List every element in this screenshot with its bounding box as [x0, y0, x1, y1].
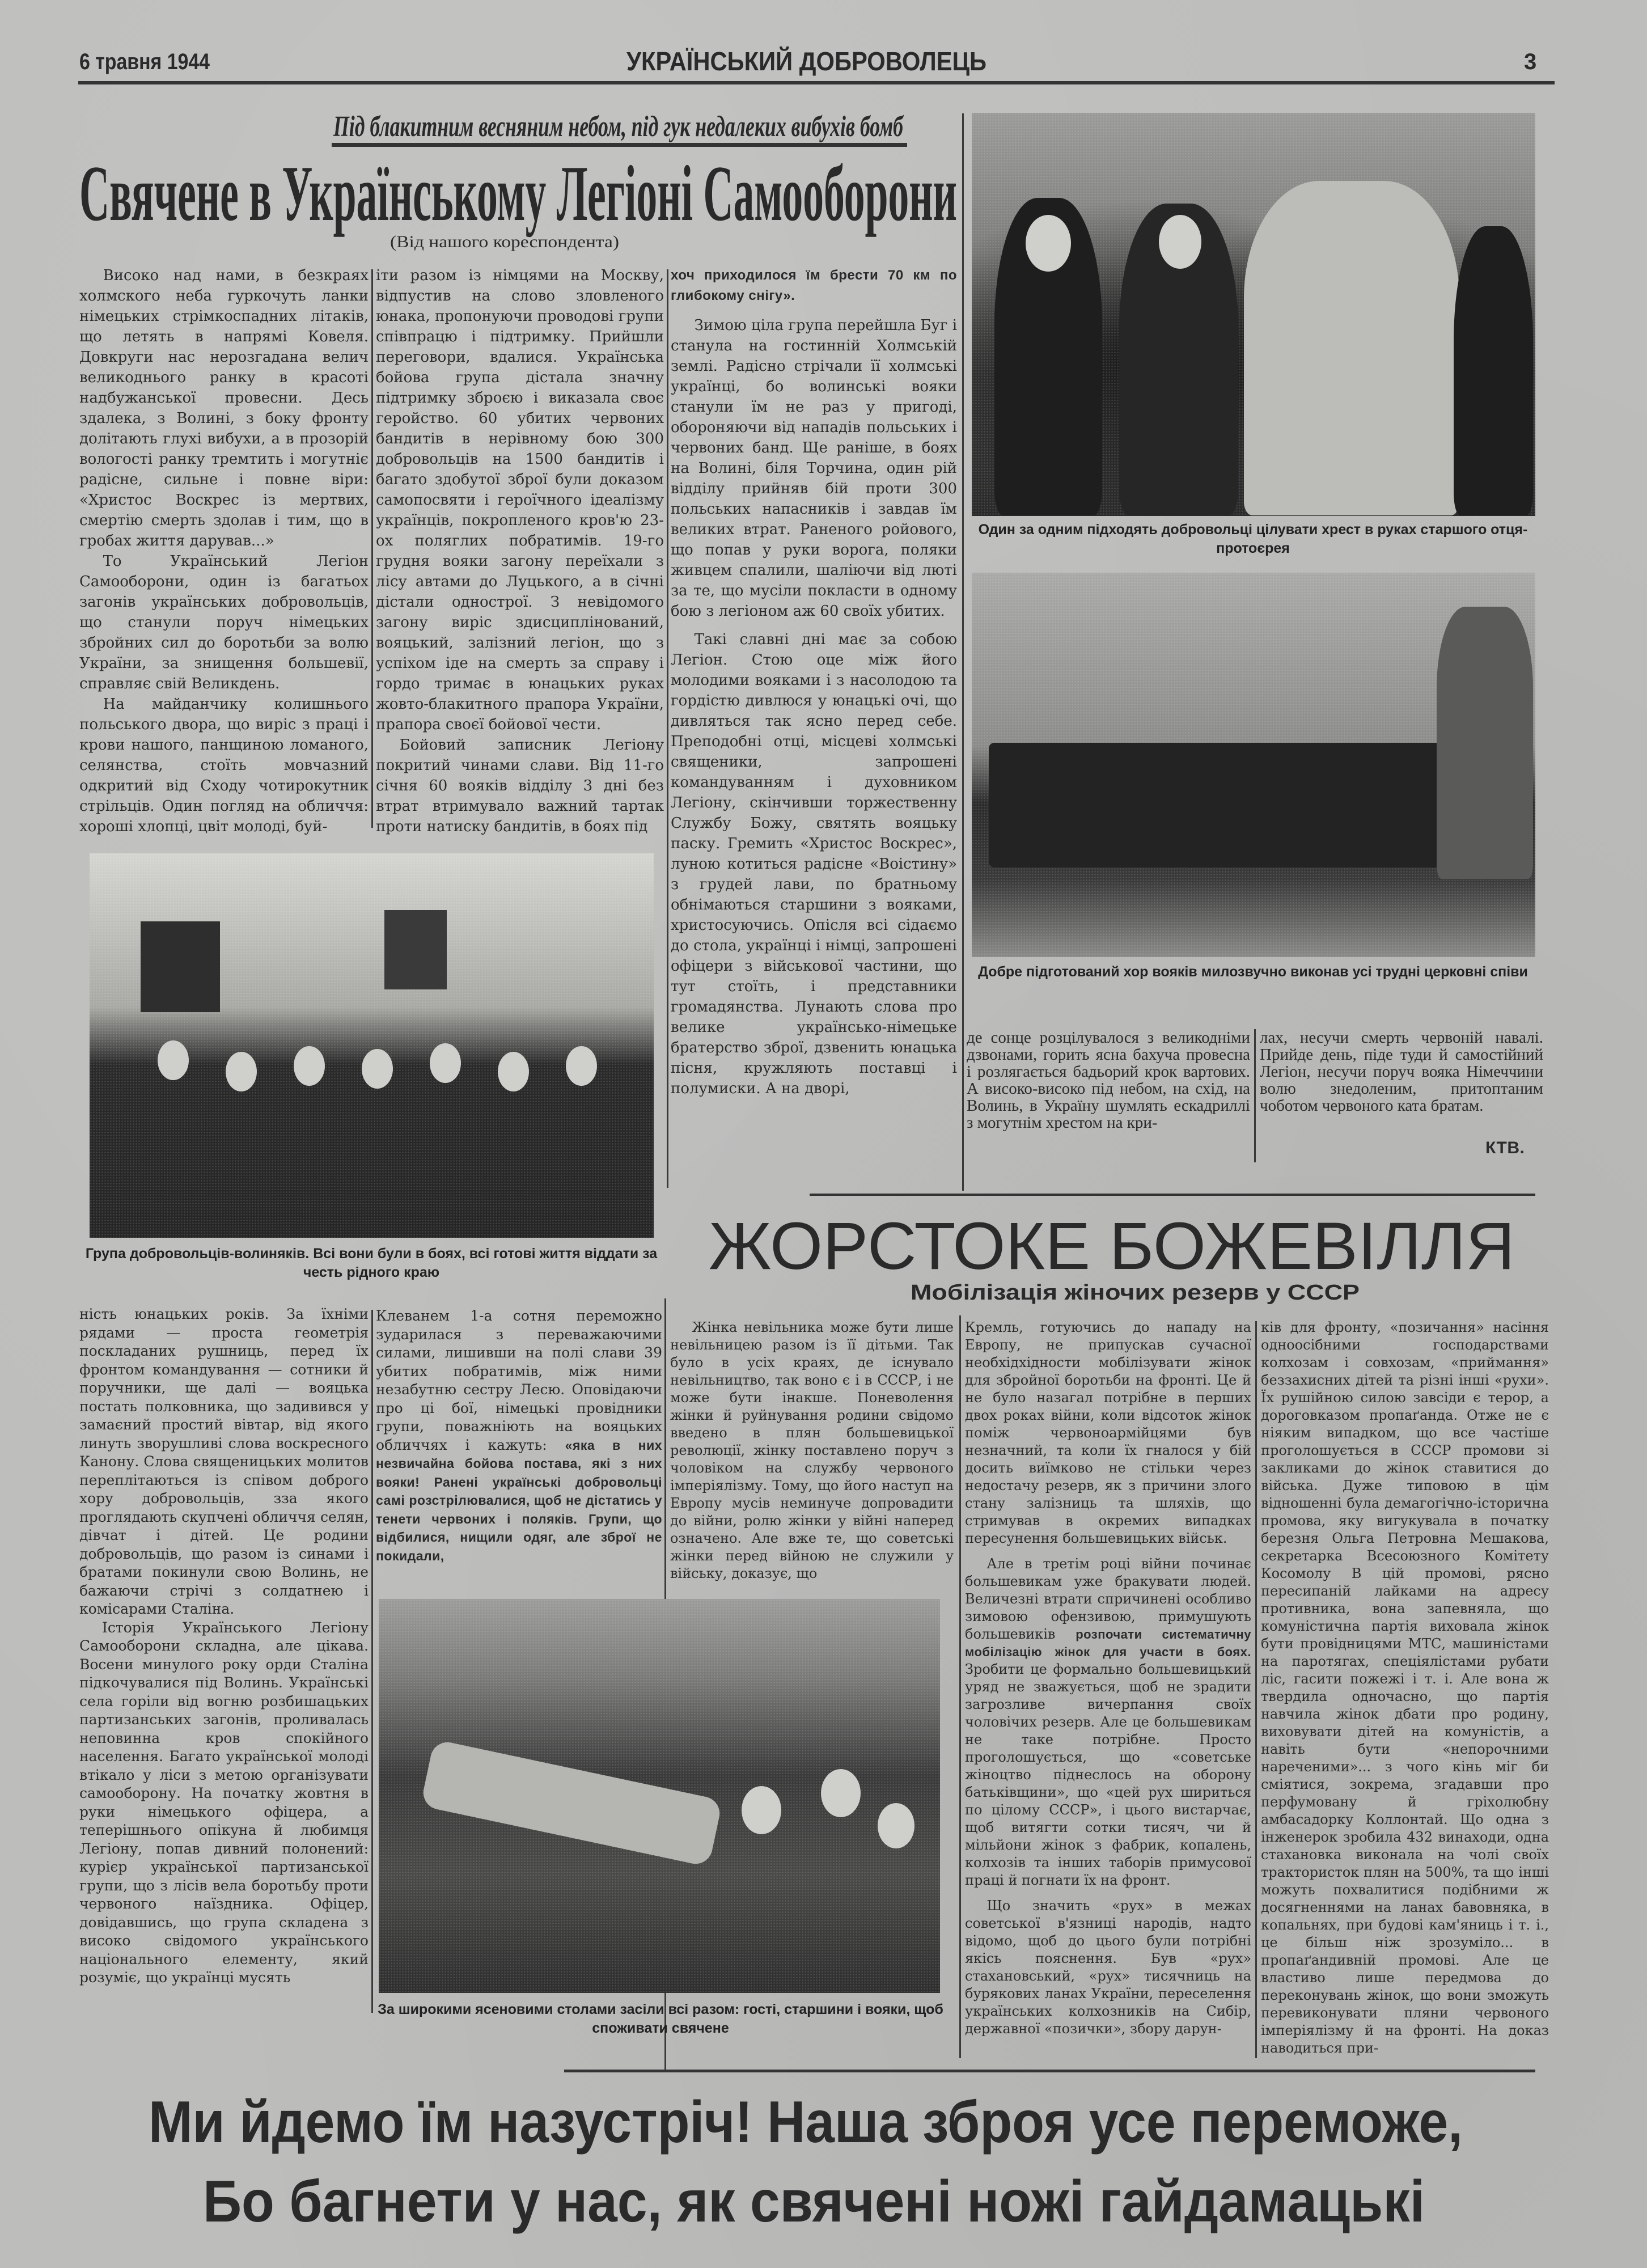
paragraph: Зимою ціла група перейшла Буг і станула на гостинній Холмській землі. Радісно стрічали її холмські українці, бо волинські вояки станули їм не раз у пригоді, обороняючи від нападів польських і червоних банд. Ще раніше, в боях на Волині, біля Торчина, один рій відділу прийняв бій проти 300 польських напасників і завдав їм великих втрат. Раненого ройового, що попав у руки ворога, поляки живцем спалили, шаліючи від люті за те, що мусіли покласти в одному бою з легіоном аж 60 своїх убитих. — [671, 317, 958, 620]
paragraph: Жінка невільника може бути лише невільницею разом із її дітьми. Так було в усіх краях, де існувало невільництво, так воно є і в СССР, і не може бути інакше. Поневолення жінки й руйнування родини свідомо введено в плян большевицької революції, жінку поставлено поруч з чоловіком на службу червоного імперіялізму. Тому, що його наступ на Европу мусів неминуче допровадити до війни, ролю жінки у війні наперед означено. Але вже те, що советські жінки перед війною не служили у війську, доказує, що — [670, 1319, 954, 1581]
article1-column-4 — [967, 1029, 1250, 1168]
article1-column-2 — [376, 265, 664, 835]
article2-subtitle: Мобілізація жіночих резерв у СССР — [911, 1281, 1360, 1305]
column-divider — [959, 1315, 961, 2058]
slogan — [0, 2087, 1647, 2234]
paragraph-text: Але в третім році війни починає большевикам уже бракувати людей. Величезні втрати спричинені особливо зимовою офензивою, примушують большевиків — [965, 1556, 1251, 1642]
caption-photo-tables: За широкими ясеновими столами засіли всі разом: гості, старшини і вояки, щоб споживати свячене — [378, 2002, 943, 2036]
column-divider — [1255, 1321, 1257, 2058]
author-signature: КТВ. — [1485, 1139, 1525, 1157]
paragraph: Такі славні дні має за собою Легіон. Стою оце між його молодими вояками і з насолодою та гордістю дивлюся у юнацькі очі, що дивляться так ясно перед себе. Преподобні отці, місцеві холмські священики, запрошені командуванням і духовником Легіону, скінчивши торжественну Службу Божу, святять вояцьку паску. Гремить «Христос Воскрес», луною котиться радісне «Воістину» з грудей лави, по братньому обнімаються старшини з вояками, христосуючись. Опісля всі сідаємо до стола, українці і німці, запрошені офіцери з військової частини, що тут стоїть, і представники громадянства. Лунають слова про велике українсько-німецьке братерство зброї, дзвенить юнацька пісня, кружляють поставці і полумиски. А на дворі, — [671, 631, 957, 1097]
article2-headline: ЖОРСТОКЕ БОЖЕВІЛЛЯ — [709, 1209, 1515, 1284]
byline-wrap — [0, 227, 964, 261]
article2-heading — [680, 1202, 1542, 1310]
paragraph-text: Клеванем 1-а сотня переможно зударилася з переважаючими силами, лишивши на полі слави 39 убитих побратимів, між ними незабутню сестру Лесю. Оповідаючи про ці бої, німецькі провідники групи, поважніють на вояцьких обличчях і кажуть: — [376, 1308, 662, 1453]
article1-column-5 — [1260, 1029, 1543, 1137]
article1-byline: (Від нашого кореспондента) — [390, 232, 619, 251]
paragraph: ність юнацьких років. За їхніми рядами — проста геометрія поскладаних рушниць, перед їх фронтом командування — сотники й поручники, ще далі — вояцька постать полковника, що задивився у замаєний простий вівтар, від якого линуть зворушливі слова воскресного Канону. Слова священицьких молитов переплітаються із співом доброго хору добровольців, зза якого проглядають скупчені обличчя селян, дівчат і дітей. Це родини добровольців, що разом із синами і братами покинули свою Волинь, не бажаючи стрічі з солдатнею і комісарами Сталіна. — [79, 1306, 369, 1617]
photo-cross-kissing — [972, 113, 1535, 516]
article1-continued-column-b — [376, 1307, 662, 1586]
bold-quote: хоч приходилося їм брести 70 км по глибокому снігу». — [671, 268, 957, 303]
masthead-rule — [78, 81, 1555, 84]
column-divider — [371, 1310, 373, 2013]
column-divider — [962, 113, 964, 1191]
masthead — [0, 0, 1647, 91]
paragraph: Історія Українського Легіону Самооборони складна, але цікава. Восени минулого року орди Сталіна підкочувалися під Волинь. Українські села горіли від вогню розбишацьких партизанських загонів, проливалась неповинна кров спокійного населення. Багато української молоді втікало у ліси з метою організувати самооборону. На початку жовтня в руки німецького офіцера, а теперішнього опікуна й любимця Легіону, попав дивний полонений: курієр української партизанської групи, що з лісів вела боротьбу проти червоного наїздника. Офіцер, довідавшись, що група складена з високо свідомого українського національного елементу, який розуміє, що українці мусять — [79, 1619, 369, 1986]
column-divider — [667, 269, 668, 1188]
article1-column-1 — [79, 265, 369, 835]
section-rule — [810, 1194, 1535, 1196]
column-divider — [371, 269, 373, 828]
paragraph: Кремль, готуючись до нападу на Европу, не припускав сучасної необхідхідности мобілізувати жінок для збройної боротьби на фронті. Це й не було назагал потрібне в перших двох роках війни, коли відсоток жінок поміж червоноармійцями був незначний, та коли їх гналося у бій досить виїмково не стільки через недостачу резерв, як з причини злого стану залізниць та шляхів, що стримував в окремих випадках пересунення большевицьких військ. — [965, 1319, 1251, 1546]
paragraph: То Український Легіон Самооборони, один із багатьох загонів українських добровольців, що станули поруч німецьких збройних сил до боротьби за волю України, за знищення большевії, справляє свій Великдень. — [79, 553, 369, 692]
paragraph: Високо над нами, в безкраях холмского неба гуркочуть ланки німецьких стрімкоспадних літаків, що летять в напрямі Ковеля. Довкруги нас нерозгадана велич великоднього ранку в красоті надбужанської провесни. Десь здалека, з Волині, з боку фронту долітають глухі вибухи, а в прозорій вологості ранку тремтить і могутніє радісне, сильне і повне віри: «Христос Воскрес із мертвих, смертію смерть здолав і тим, що в гробах життя дарував...» — [79, 267, 369, 549]
photo-easter-tables — [379, 1599, 940, 1993]
bottom-rule — [564, 2070, 1535, 2072]
slogan-line-1: Ми йдемо їм назустріч! Наша зброя усе переможе, — [149, 2089, 1463, 2155]
article2-column-3 — [1261, 1319, 1549, 2056]
paragraph: Бойовий записник Легіону покритий чинами слави. Від 11-го січня 60 вояків відділу 3 дні без втрат втримувало важний тартак проти натиску бандитів, в боях під — [376, 737, 664, 835]
article1-column-3 — [671, 265, 957, 1187]
paragraph: лах, несучи смерть червоній навалі. Прийде день, піде туди й самостійний Легіон, несучи поруч вояка Німеччини волю знедоленим, притоптаним чоботом червоного ката братам. — [1260, 1029, 1543, 1115]
slogan-line-2: Бо багнети у нас, як свячені ножі гайдамацькі — [203, 2169, 1425, 2235]
article1-headline: Свячене в Українському Легіоні Самооборони — [79, 150, 957, 238]
paragraph: ків для фронту, «позичання» насіння одноосібними господарствами колхозам і совхозам, «приймання» беззахисних дітей та різні інші «рухи». Їх рушійною силою завсіди є терор, а дороговказом пропаґанда. Отже не є ніяким випадком, що все частіше проголошується в СССР промови зі закликами до жінок ставитися до війська. Дуже типовою в цім відношенні була демагогічно-історична промова, яку вигукувала в початку березня Ольга Петровна Мешакова, секретарка Всесоюзного Комітету Косомолу В цій промові, рясно пересипаній лайками на адресу противника, вона запевняла, що комуністична партія виховала жінок бути провідницями МТС, машиністами на паротягах, спеціялістами рубати ліс, гасити пожежі і т. і. Але вона ж твердила одночасно, що партія навчила жінок дбати про родину, виховувати дітей на комуністів, а навіть бути «непорочними нареченими»... з чого кінь міг би сміятися, зокрема, згадавши про перфумовану й гріхолюбну амбасадорку Коллонтай. Що одна з інженерок зробила 432 винаходи, одна стахановка виконала на чолі своїх трактористок плян на 500%, та що інші можуть похвалитися подібними ж досягненнями на ланах бавовняка, в копальнях, при будові кам'яниць і т. і., це більш ніж зрозуміло... в пропаґандивній промові. Але це властиво лише передмова до переконувань жінок, що вони зможуть перевиконувати пляни червоного імперіялізму й на фронті. На доказ наводиться при- — [1261, 1319, 1549, 2056]
newspaper-title: УКРАЇНСЬКИЙ ДОБРОВОЛЕЦЬ — [626, 46, 986, 76]
article1-continued-column-a — [79, 1305, 369, 2011]
caption-photo-choir: Добре підготований хор вояків милозвучно виконав усі трудні церковні співи — [978, 964, 1528, 980]
article2-column-2 — [965, 1319, 1251, 2051]
issue-date: 6 травня 1944 — [79, 49, 210, 74]
paragraph: іти разом із німцями на Москву, відпустив на слово зловленого юнака, пропонуючи проводові групи співпрацю і підтримку. Прийшли переговори, вдалися. Українська бойова група дістала значну підтримку зброєю і виказала своє геройство. 60 убитих червоних бандитів в нерівному бою 300 добровольців на 1500 бандитів і багато здобутої зброї були доказом самопосвяти і героїчного ідеалізму українців, покропленого кров'ю 23-ох поляглих побратимів. 19-го грудня вояки загону переїхали з лісу автами до Луцького, а в січні дістали однострої. З невідомого загону виріс здисциплінований, вояцький, залізний легіон, що з успіхом іде на смерть за справу і гордо тримає в юнацьких руках жовто-блакитного прапора України, прапора своєї бойової чести. — [376, 267, 664, 733]
article1-kicker: Під блакитним весняним небом, під гук недалеких вибухів бомб — [333, 111, 904, 143]
photo-volunteer-group — [90, 853, 654, 1238]
page-number: 3 — [1524, 49, 1537, 74]
paragraph: На майданчику колишнього польського двора, що виріс з праці і крови нашого, панщиною ломаного, селянства, стоїть мовчазний одкритий від Сходу чотирокутник стрільців. Один погляд на обличчя: хороші хлопці, цвіт молоді, буй- — [79, 696, 369, 835]
kicker-underline — [332, 143, 907, 147]
bold-emphasis: розпочати систематичну мобілізацію жінок для участи в боях. — [965, 1627, 1251, 1659]
paragraph: Що значить «рух» в межах советської в'язниці народів, надто відомо, щоб до цього були потрібні якісь пояснення. Був «рух» стахановський, «рух» тисячниць на бурякових ланах України, переселення українських колхозників на Сибір, державної «позички», збору дарун- — [965, 1898, 1251, 2037]
article2-column-1 — [670, 1319, 954, 1588]
caption-photo-cross: Один за одним підходять добровольці цілувати хрест в руках старшого отця-протоєрея — [978, 522, 1528, 556]
bold-quote: «яка в них незвичайна бойова постава, які з них вояки! Ранені українські добровольці самі розстрілювалися, щоб не дістатись у тенети червоних і поляків. Групи, що відбилися, нищили одяг, але зброї не покидали, — [376, 1437, 663, 1563]
caption-photo-group: Група добровольців-волиняків. Всі вони були в боях, всі готові життя віддати за честь рідного краю — [85, 1246, 658, 1280]
column-divider — [1254, 1029, 1256, 1162]
paragraph-text: Зробити це формально большевицький уряд не зважується, щоб не зрадити загрозливе вичерпання своїх чоловічих резерв. Але це большевикам не таке потрібне. Просто проголошується, що «советське жіноцтво піднеслось на оборону батьківщини», що «цей рух шириться по цілому СССР», і цього вистарчає, щоб витягти сотки тисяч, чи й мільйони жінок з фабрик, копалень, колхозів та інших таборів примусової праці й погнати їх на фронт. — [965, 1661, 1251, 1888]
paragraph: де сонце розцілувалося з великодніми дзвонами, горить ясна бахуча провесна і розлягається бадьорий крок вартових. А високо-високо під небом, на схід, на Волинь, в Україну шумлять ескадриллі з могутнім хрестом на кри- — [967, 1029, 1250, 1132]
photo-choir — [972, 573, 1535, 957]
